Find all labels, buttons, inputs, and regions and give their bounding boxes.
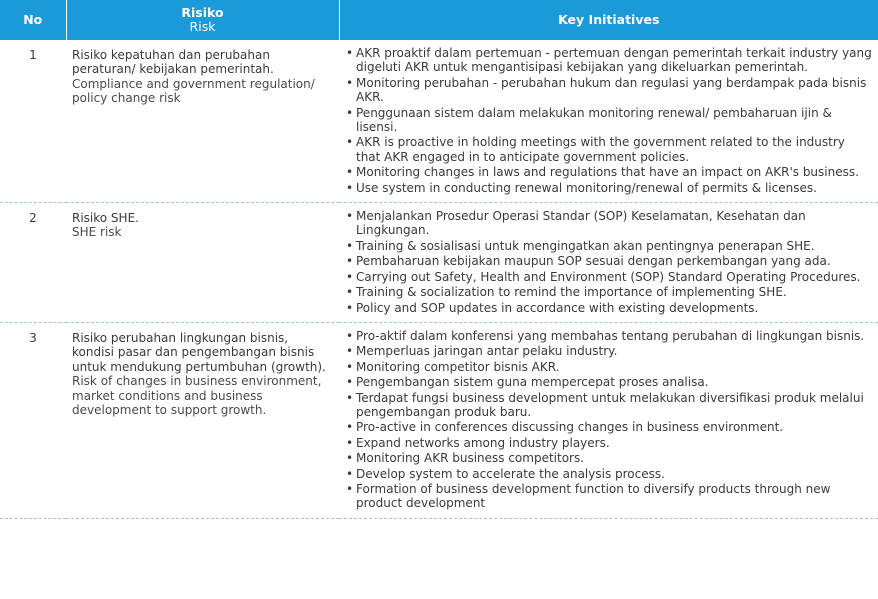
row-number: 1 — [29, 48, 37, 62]
initiative-item: • Carrying out Safety, Health and Environment (SOP) Standard Operating Procedures. — [343, 270, 872, 284]
initiative-item: • Use system in conducting renewal monitoring/renewal of permits & licenses. — [343, 181, 872, 195]
key-initiatives-cell — [339, 322, 878, 518]
risk-name-en: Compliance and government regulation/ policy change risk — [72, 76, 315, 106]
initiatives-list — [343, 46, 872, 195]
header-initiatives-label: Key Initiatives — [558, 12, 660, 27]
initiatives-list — [343, 209, 872, 315]
initiative-item: • Pengembangan sistem guna mempercepat proses analisa. — [343, 375, 872, 389]
header-risk — [66, 0, 339, 40]
initiative-item: • Monitoring perubahan - perubahan hukum dan regulasi yang berdampak pada bisnis AKR. — [343, 76, 872, 105]
risk-name-en: SHE risk — [72, 225, 122, 240]
initiative-item: • AKR is proactive in holding meetings with the government related to the industry that AKR engaged in to anticipate government policies. — [343, 135, 872, 164]
row-number: 2 — [29, 211, 37, 226]
header-key-initiatives — [339, 0, 878, 40]
initiative-item: • Policy and SOP updates in accordance with existing developments. — [343, 301, 872, 315]
initiative-item: • Pembaharuan kebijakan maupun SOP sesuai dengan perkembangan yang ada. — [343, 254, 872, 268]
key-initiatives-cell — [339, 40, 878, 203]
header-no-label: No — [23, 12, 43, 27]
initiative-item: • Menjalankan Prosedur Operasi Standar (SOP) Keselamatan, Kesehatan dan Lingkungan. — [343, 209, 872, 238]
initiative-item: • Monitoring competitor bisnis AKR. — [343, 360, 872, 374]
risk-name-id: Risiko SHE. — [72, 211, 139, 226]
table-row — [0, 322, 878, 518]
initiative-item: • Training & sosialisasi untuk mengingatkan akan pentingnya penerapan SHE. — [343, 239, 872, 253]
initiative-item: • Expand networks among industry players. — [343, 436, 872, 450]
initiative-item: • Monitoring AKR business competitors. — [343, 451, 872, 465]
risk-name-id: Risiko kepatuhan dan perubahan peraturan/ kebijakan pemerintah. — [72, 48, 274, 77]
row-number: 3 — [29, 330, 37, 345]
initiative-item: • Penggunaan sistem dalam melakukan monitoring renewal/ pembaharuan ijin & lisensi. — [343, 106, 872, 135]
initiative-item: • Develop system to accelerate the analysis process. — [343, 467, 872, 481]
initiative-item: • AKR proaktif dalam pertemuan - pertemuan dengan pemerintah terkait industry yang digeluti AKR untuk mengantisipasi kebijakan yang dikeluarkan pemerintah. — [343, 46, 872, 75]
header-no — [0, 0, 66, 40]
header-risk-label-en: Risk — [189, 19, 216, 34]
initiative-item: • Pro-active in conferences discussing changes in business environment. — [343, 420, 872, 434]
initiative-item: • Pro-aktif dalam konferensi yang membahas tentang perubahan di lingkungan bisnis. — [343, 329, 872, 343]
initiative-item: • Formation of business development function to diversify products through new product development — [343, 482, 872, 511]
header-risk-label-id: Risiko — [181, 5, 224, 20]
risk-name-en: Risk of changes in business environment, market conditions and business development to support growth. — [72, 374, 322, 417]
initiatives-list — [343, 329, 872, 511]
initiative-item: • Terdapat fungsi business development untuk melakukan diversifikasi produk melalui pengembangan produk baru. — [343, 391, 872, 420]
table-header-row — [0, 0, 878, 40]
initiative-item: • Memperluas jaringan antar pelaku industry. — [343, 344, 872, 358]
risk-cell — [66, 203, 339, 323]
risk-cell — [66, 40, 339, 203]
table-row — [0, 203, 878, 323]
initiative-item: • Monitoring changes in laws and regulations that have an impact on AKR's business. — [343, 165, 872, 179]
risk-cell — [66, 322, 339, 518]
initiative-item: • Training & socialization to remind the importance of implementing SHE. — [343, 285, 872, 299]
table-row — [0, 40, 878, 203]
risk-name-id: Risiko perubahan lingkungan bisnis, kondisi pasar dan pengembangan bisnis untuk mendukung pertumbuhan (growth). — [72, 330, 326, 374]
key-initiatives-cell — [339, 203, 878, 323]
